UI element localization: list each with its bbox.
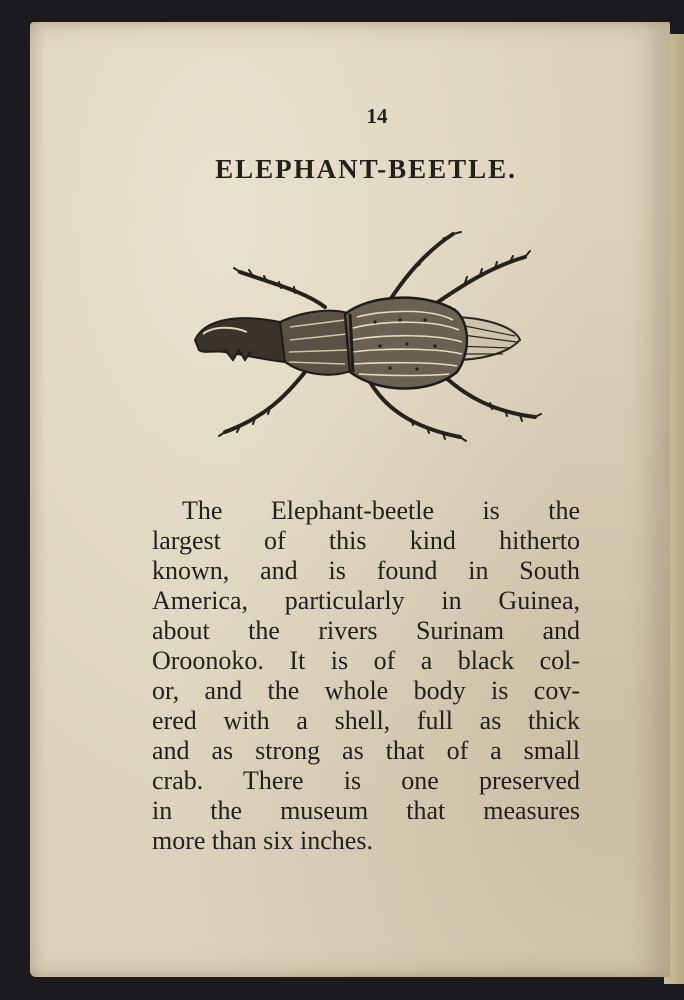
body-line: America, particularly in Guinea, xyxy=(152,586,580,615)
body-line: more than six inches. xyxy=(152,826,373,855)
page-number: 14 xyxy=(366,104,388,128)
body-line: largest of this kind hitherto xyxy=(152,526,580,555)
body-line: or, and the whole body is cov- xyxy=(152,676,580,705)
body-line: The Elephant-beetle is the xyxy=(182,496,580,525)
page-title: ELEPHANT-BEETLE. xyxy=(215,154,517,184)
body-line: about the rivers Surinam and xyxy=(152,616,580,645)
body-line: in the museum that measures xyxy=(152,796,580,825)
body-line: Oroonoko. It is of a black col- xyxy=(152,646,580,675)
body-line: known, and is found in South xyxy=(152,556,580,585)
body-line: crab. There is one preserved xyxy=(152,766,580,795)
body-line: and as strong as that of a small xyxy=(152,736,580,765)
body-text xyxy=(152,496,580,856)
elephant-beetle-illustration xyxy=(185,222,545,452)
body-line: ered with a shell, full as thick xyxy=(152,706,580,735)
